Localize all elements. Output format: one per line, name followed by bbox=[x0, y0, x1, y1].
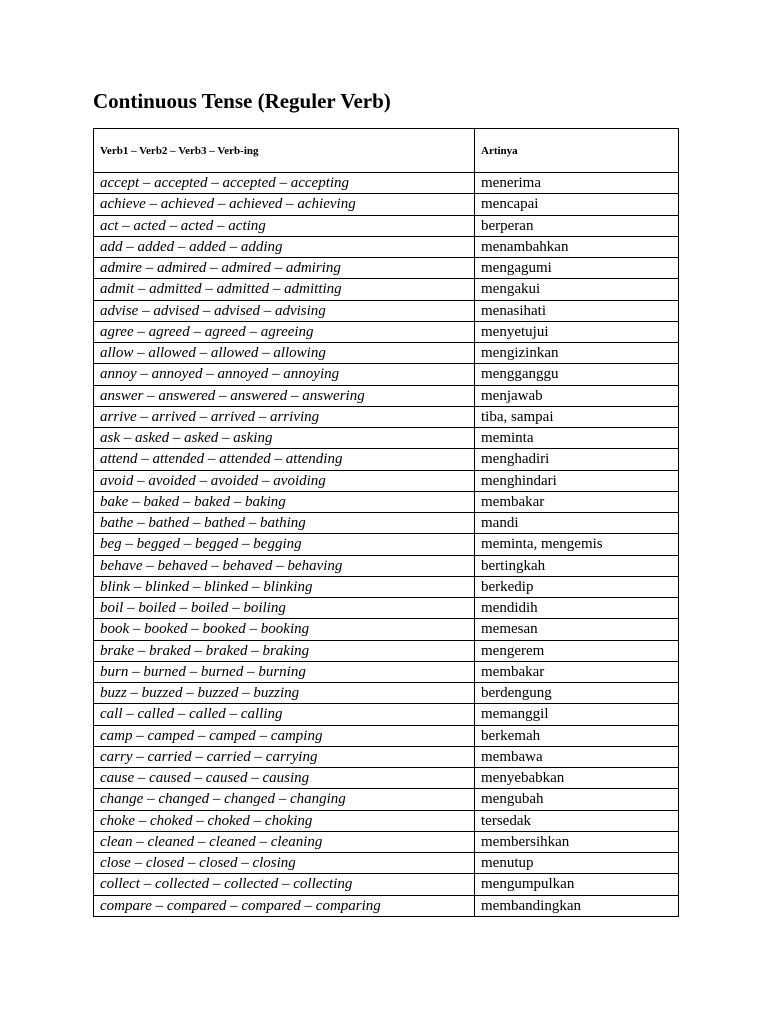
meaning-cell: menjawab bbox=[475, 385, 679, 406]
table-row bbox=[94, 853, 679, 874]
meaning-cell: membawa bbox=[475, 746, 679, 767]
meaning-cell: mencapai bbox=[475, 194, 679, 215]
meaning-cell: mengumpulkan bbox=[475, 874, 679, 895]
verb-forms-cell: agree – agreed – agreed – agreeing bbox=[94, 321, 475, 342]
table-row bbox=[94, 470, 679, 491]
verb-forms-cell: choke – choked – choked – choking bbox=[94, 810, 475, 831]
meaning-cell: berdengung bbox=[475, 683, 679, 704]
table-row bbox=[94, 683, 679, 704]
table-row bbox=[94, 173, 679, 194]
verb-forms-cell: close – closed – closed – closing bbox=[94, 853, 475, 874]
verb-forms-cell: cause – caused – caused – causing bbox=[94, 768, 475, 789]
table-row bbox=[94, 513, 679, 534]
table-row bbox=[94, 576, 679, 597]
meaning-cell: menambahkan bbox=[475, 236, 679, 257]
verb-forms-cell: achieve – achieved – achieved – achieving bbox=[94, 194, 475, 215]
meaning-cell: mengubah bbox=[475, 789, 679, 810]
verb-forms-cell: book – booked – booked – booking bbox=[94, 619, 475, 640]
meaning-cell: menyetujui bbox=[475, 321, 679, 342]
meaning-cell: membandingkan bbox=[475, 895, 679, 916]
verb-forms-cell: admit – admitted – admitted – admitting bbox=[94, 279, 475, 300]
table-row bbox=[94, 343, 679, 364]
table-row bbox=[94, 321, 679, 342]
verb-forms-cell: allow – allowed – allowed – allowing bbox=[94, 343, 475, 364]
table-row bbox=[94, 895, 679, 916]
verb-forms-cell: answer – answered – answered – answering bbox=[94, 385, 475, 406]
verb-forms-cell: brake – braked – braked – braking bbox=[94, 640, 475, 661]
table-row bbox=[94, 491, 679, 512]
verb-forms-cell: act – acted – acted – acting bbox=[94, 215, 475, 236]
table-body bbox=[94, 173, 679, 917]
table-row bbox=[94, 831, 679, 852]
meaning-cell: menasihati bbox=[475, 300, 679, 321]
table-row bbox=[94, 746, 679, 767]
table-row bbox=[94, 661, 679, 682]
meaning-cell: berperan bbox=[475, 215, 679, 236]
table-row bbox=[94, 236, 679, 257]
meaning-cell: meminta, mengemis bbox=[475, 534, 679, 555]
header-verb-forms: Verb1 – Verb2 – Verb3 – Verb-ing bbox=[94, 129, 475, 173]
verb-forms-cell: camp – camped – camped – camping bbox=[94, 725, 475, 746]
verb-forms-cell: call – called – called – calling bbox=[94, 704, 475, 725]
verb-forms-cell: bathe – bathed – bathed – bathing bbox=[94, 513, 475, 534]
table-row bbox=[94, 789, 679, 810]
table-row bbox=[94, 555, 679, 576]
verb-forms-cell: compare – compared – compared – comparing bbox=[94, 895, 475, 916]
verb-forms-cell: accept – accepted – accepted – accepting bbox=[94, 173, 475, 194]
verb-forms-cell: ask – asked – asked – asking bbox=[94, 428, 475, 449]
meaning-cell: berkedip bbox=[475, 576, 679, 597]
verb-forms-cell: buzz – buzzed – buzzed – buzzing bbox=[94, 683, 475, 704]
meaning-cell: mengakui bbox=[475, 279, 679, 300]
table-row bbox=[94, 406, 679, 427]
meaning-cell: menerima bbox=[475, 173, 679, 194]
table-row bbox=[94, 768, 679, 789]
meaning-cell: tiba, sampai bbox=[475, 406, 679, 427]
meaning-cell: membersihkan bbox=[475, 831, 679, 852]
verb-forms-cell: avoid – avoided – avoided – avoiding bbox=[94, 470, 475, 491]
table-row bbox=[94, 428, 679, 449]
table-row bbox=[94, 598, 679, 619]
verb-forms-cell: behave – behaved – behaved – behaving bbox=[94, 555, 475, 576]
meaning-cell: menutup bbox=[475, 853, 679, 874]
table-row bbox=[94, 810, 679, 831]
meaning-cell: mendidih bbox=[475, 598, 679, 619]
table-row bbox=[94, 215, 679, 236]
meaning-cell: mengerem bbox=[475, 640, 679, 661]
verb-forms-cell: arrive – arrived – arrived – arriving bbox=[94, 406, 475, 427]
meaning-cell: mengizinkan bbox=[475, 343, 679, 364]
verb-forms-cell: beg – begged – begged – begging bbox=[94, 534, 475, 555]
table-row bbox=[94, 534, 679, 555]
table-row bbox=[94, 619, 679, 640]
table-row bbox=[94, 194, 679, 215]
verb-forms-cell: boil – boiled – boiled – boiling bbox=[94, 598, 475, 619]
table-row bbox=[94, 279, 679, 300]
meaning-cell: tersedak bbox=[475, 810, 679, 831]
verb-forms-cell: change – changed – changed – changing bbox=[94, 789, 475, 810]
verb-forms-cell: clean – cleaned – cleaned – cleaning bbox=[94, 831, 475, 852]
table-row bbox=[94, 704, 679, 725]
meaning-cell: bertingkah bbox=[475, 555, 679, 576]
meaning-cell: meminta bbox=[475, 428, 679, 449]
meaning-cell: mandi bbox=[475, 513, 679, 534]
meaning-cell: menyebabkan bbox=[475, 768, 679, 789]
verb-forms-cell: admire – admired – admired – admiring bbox=[94, 258, 475, 279]
meaning-cell: memesan bbox=[475, 619, 679, 640]
header-meaning: Artinya bbox=[475, 129, 679, 173]
meaning-cell: membakar bbox=[475, 661, 679, 682]
table-row bbox=[94, 364, 679, 385]
page-title: Continuous Tense (Reguler Verb) bbox=[93, 89, 391, 113]
table-row bbox=[94, 385, 679, 406]
meaning-cell: mengagumi bbox=[475, 258, 679, 279]
table-row bbox=[94, 300, 679, 321]
verb-forms-cell: blink – blinked – blinked – blinking bbox=[94, 576, 475, 597]
table-row bbox=[94, 725, 679, 746]
table-row bbox=[94, 874, 679, 895]
verb-forms-cell: add – added – added – adding bbox=[94, 236, 475, 257]
table-row bbox=[94, 640, 679, 661]
verb-forms-cell: attend – attended – attended – attending bbox=[94, 449, 475, 470]
table-row bbox=[94, 258, 679, 279]
table-row bbox=[94, 449, 679, 470]
meaning-cell: membakar bbox=[475, 491, 679, 512]
verb-forms-cell: collect – collected – collected – collecting bbox=[94, 874, 475, 895]
meaning-cell: menghindari bbox=[475, 470, 679, 491]
meaning-cell: berkemah bbox=[475, 725, 679, 746]
meaning-cell: memanggil bbox=[475, 704, 679, 725]
verb-forms-cell: advise – advised – advised – advising bbox=[94, 300, 475, 321]
verb-forms-cell: burn – burned – burned – burning bbox=[94, 661, 475, 682]
table-header-row bbox=[94, 129, 679, 173]
meaning-cell: menghadiri bbox=[475, 449, 679, 470]
verb-forms-cell: carry – carried – carried – carrying bbox=[94, 746, 475, 767]
meaning-cell: mengganggu bbox=[475, 364, 679, 385]
verb-forms-cell: bake – baked – baked – baking bbox=[94, 491, 475, 512]
verb-forms-cell: annoy – annoyed – annoyed – annoying bbox=[94, 364, 475, 385]
verb-table bbox=[93, 128, 679, 917]
